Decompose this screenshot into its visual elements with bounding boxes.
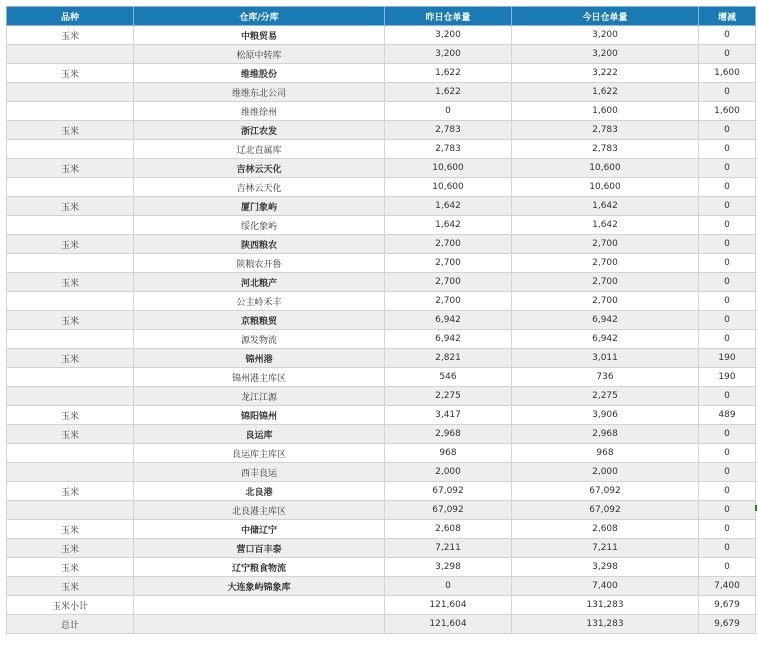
cell-today: 2,700 [512, 235, 699, 254]
table-row [7, 216, 756, 235]
cell-variety: 玉米 [7, 349, 134, 368]
cell-change: 9,679 [699, 596, 756, 615]
cell-variety [7, 387, 134, 406]
cell-warehouse: 中粮贸易 [134, 26, 385, 45]
cell-yesterday: 2,700 [385, 235, 512, 254]
cell-yesterday: 10,600 [385, 178, 512, 197]
cell-today: 3,298 [512, 558, 699, 577]
cell-yesterday: 0 [385, 102, 512, 121]
cell-yesterday: 2,700 [385, 292, 512, 311]
table-row [7, 311, 756, 330]
cell-warehouse: 龙江江源 [134, 387, 385, 406]
cell-change: 0 [699, 216, 756, 235]
table-row [7, 26, 756, 45]
cell-today: 2,608 [512, 520, 699, 539]
cell-today: 2,783 [512, 121, 699, 140]
cell-change: 190 [699, 368, 756, 387]
cell-warehouse: 中储辽宁 [134, 520, 385, 539]
cell-yesterday: 1,642 [385, 197, 512, 216]
cell-variety [7, 140, 134, 159]
cell-variety: 玉米 [7, 197, 134, 216]
cell-yesterday: 2,700 [385, 273, 512, 292]
warehouse-receipt-table [6, 6, 756, 634]
cell-yesterday: 2,783 [385, 140, 512, 159]
table-row [7, 539, 756, 558]
table-row [7, 83, 756, 102]
cell-today: 7,211 [512, 539, 699, 558]
cell-warehouse: 锦州港 [134, 349, 385, 368]
cell-variety: 玉米 [7, 26, 134, 45]
cell-yesterday: 7,211 [385, 539, 512, 558]
header-warehouse: 仓库/分库 [134, 7, 385, 26]
cell-change: 0 [699, 539, 756, 558]
cell-variety: 玉米 [7, 520, 134, 539]
cell-today: 2,700 [512, 254, 699, 273]
table-row [7, 64, 756, 83]
cell-today: 3,200 [512, 45, 699, 64]
header-variety: 品种 [7, 7, 134, 26]
cell-warehouse: 锦阳锦州 [134, 406, 385, 425]
cell-change: 0 [699, 159, 756, 178]
cell-variety [7, 102, 134, 121]
cell-change: 0 [699, 45, 756, 64]
table-row [7, 159, 756, 178]
cell-variety [7, 83, 134, 102]
cell-warehouse: 营口百丰泰 [134, 539, 385, 558]
cell-today: 736 [512, 368, 699, 387]
cell-yesterday: 2,968 [385, 425, 512, 444]
table-row [7, 558, 756, 577]
cell-warehouse: 维维股份 [134, 64, 385, 83]
cell-variety [7, 463, 134, 482]
header-yesterday: 昨日仓单量 [385, 7, 512, 26]
cell-warehouse: 良运库 [134, 425, 385, 444]
cell-variety [7, 254, 134, 273]
cell-yesterday: 2,000 [385, 463, 512, 482]
cell-variety [7, 216, 134, 235]
cell-yesterday: 0 [385, 577, 512, 596]
cell-variety: 总计 [7, 615, 134, 634]
table-row [7, 463, 756, 482]
cell-yesterday: 121,604 [385, 596, 512, 615]
cell-variety [7, 501, 134, 520]
cell-change: 190 [699, 349, 756, 368]
cell-change: 1,600 [699, 102, 756, 121]
cell-change: 0 [699, 121, 756, 140]
cell-change: 0 [699, 463, 756, 482]
cell-variety [7, 330, 134, 349]
cell-change: 0 [699, 178, 756, 197]
cell-today: 10,600 [512, 178, 699, 197]
table-row [7, 121, 756, 140]
table-row [7, 520, 756, 539]
cell-change: 0 [699, 235, 756, 254]
cell-change: 0 [699, 330, 756, 349]
cell-variety [7, 45, 134, 64]
table-row [7, 387, 756, 406]
cell-yesterday: 3,417 [385, 406, 512, 425]
cell-yesterday: 2,608 [385, 520, 512, 539]
cell-warehouse: 北良港 [134, 482, 385, 501]
table-row [7, 235, 756, 254]
cell-change: 0 [699, 520, 756, 539]
cell-today: 6,942 [512, 330, 699, 349]
cell-warehouse: 辽北直属库 [134, 140, 385, 159]
cell-yesterday: 546 [385, 368, 512, 387]
cell-yesterday: 2,821 [385, 349, 512, 368]
cell-yesterday: 6,942 [385, 311, 512, 330]
table-row [7, 577, 756, 596]
cell-warehouse: 辽宁粮食物流 [134, 558, 385, 577]
header-row [7, 7, 756, 26]
cell-change: 7,400 [699, 577, 756, 596]
cell-warehouse: 维维东北公司 [134, 83, 385, 102]
cell-warehouse [134, 615, 385, 634]
cell-variety: 玉米 [7, 558, 134, 577]
cell-today: 1,642 [512, 197, 699, 216]
cell-warehouse: 浙江农发 [134, 121, 385, 140]
cell-warehouse: 河北粮产 [134, 273, 385, 292]
cell-yesterday: 1,622 [385, 64, 512, 83]
cell-today: 131,283 [512, 615, 699, 634]
cell-warehouse: 吉林云天化 [134, 159, 385, 178]
cell-change: 0 [699, 83, 756, 102]
cell-variety: 玉米 [7, 311, 134, 330]
cell-change: 0 [699, 26, 756, 45]
cell-today: 10,600 [512, 159, 699, 178]
cell-change: 0 [699, 254, 756, 273]
cell-today: 7,400 [512, 577, 699, 596]
cell-variety: 玉米 [7, 425, 134, 444]
table-row [7, 615, 756, 634]
cell-today: 2,783 [512, 140, 699, 159]
cell-warehouse: 绥化象屿 [134, 216, 385, 235]
cell-warehouse: 锦州港主库区 [134, 368, 385, 387]
header-change: 增减 [699, 7, 756, 26]
cell-yesterday: 1,622 [385, 83, 512, 102]
table-body [7, 26, 756, 634]
cell-yesterday: 1,642 [385, 216, 512, 235]
table-row [7, 330, 756, 349]
cell-change: 0 [699, 273, 756, 292]
cell-warehouse: 公主岭禾丰 [134, 292, 385, 311]
cell-variety [7, 178, 134, 197]
cell-change: 0 [699, 387, 756, 406]
cell-yesterday: 2,700 [385, 254, 512, 273]
cell-warehouse: 陕粮农开鲁 [134, 254, 385, 273]
cell-yesterday: 968 [385, 444, 512, 463]
cell-today: 6,942 [512, 311, 699, 330]
cell-change: 0 [699, 501, 756, 520]
cell-today: 3,222 [512, 64, 699, 83]
table-row [7, 501, 756, 520]
cell-yesterday: 3,298 [385, 558, 512, 577]
cell-today: 2,275 [512, 387, 699, 406]
cell-variety: 玉米 [7, 159, 134, 178]
cell-yesterday: 2,275 [385, 387, 512, 406]
cell-variety: 玉米 [7, 235, 134, 254]
cell-variety: 玉米 [7, 577, 134, 596]
cell-warehouse: 吉林云天化 [134, 178, 385, 197]
cell-change: 0 [699, 140, 756, 159]
cell-variety [7, 292, 134, 311]
table-row [7, 178, 756, 197]
cell-today: 3,906 [512, 406, 699, 425]
cell-warehouse: 维维徐州 [134, 102, 385, 121]
table-row [7, 45, 756, 64]
table-row [7, 254, 756, 273]
cell-yesterday: 67,092 [385, 482, 512, 501]
cell-yesterday: 121,604 [385, 615, 512, 634]
cell-warehouse: 西丰良运 [134, 463, 385, 482]
cell-variety: 玉米小计 [7, 596, 134, 615]
table-row [7, 292, 756, 311]
cell-today: 2,700 [512, 292, 699, 311]
cell-today: 1,600 [512, 102, 699, 121]
cell-change: 489 [699, 406, 756, 425]
cell-warehouse: 京粮粮贸 [134, 311, 385, 330]
table-row [7, 444, 756, 463]
cell-variety: 玉米 [7, 64, 134, 83]
cell-change: 0 [699, 292, 756, 311]
edge-marker [755, 505, 757, 511]
cell-today: 131,283 [512, 596, 699, 615]
cell-variety [7, 444, 134, 463]
table-row [7, 406, 756, 425]
cell-warehouse: 厦门象屿 [134, 197, 385, 216]
cell-warehouse: 源发物流 [134, 330, 385, 349]
cell-change: 0 [699, 197, 756, 216]
cell-today: 3,200 [512, 26, 699, 45]
table-row [7, 349, 756, 368]
cell-change: 1,600 [699, 64, 756, 83]
cell-today: 3,011 [512, 349, 699, 368]
cell-yesterday: 3,200 [385, 45, 512, 64]
cell-variety: 玉米 [7, 406, 134, 425]
cell-variety: 玉米 [7, 539, 134, 558]
table-row [7, 273, 756, 292]
cell-today: 1,642 [512, 216, 699, 235]
cell-change: 0 [699, 482, 756, 501]
cell-warehouse: 松原中转库 [134, 45, 385, 64]
header-today: 今日仓单量 [512, 7, 699, 26]
cell-warehouse [134, 596, 385, 615]
cell-variety: 玉米 [7, 482, 134, 501]
cell-warehouse: 北良港主库区 [134, 501, 385, 520]
cell-today: 2,968 [512, 425, 699, 444]
cell-change: 0 [699, 558, 756, 577]
cell-change: 0 [699, 311, 756, 330]
table-row [7, 140, 756, 159]
cell-yesterday: 3,200 [385, 26, 512, 45]
table-row [7, 425, 756, 444]
cell-yesterday: 2,783 [385, 121, 512, 140]
cell-today: 2,700 [512, 273, 699, 292]
cell-yesterday: 6,942 [385, 330, 512, 349]
cell-today: 67,092 [512, 501, 699, 520]
warehouse-receipt-table-container [6, 6, 750, 634]
cell-yesterday: 67,092 [385, 501, 512, 520]
table-row [7, 197, 756, 216]
cell-variety [7, 368, 134, 387]
cell-today: 968 [512, 444, 699, 463]
cell-today: 67,092 [512, 482, 699, 501]
cell-warehouse: 陕西粮农 [134, 235, 385, 254]
table-row [7, 482, 756, 501]
cell-variety: 玉米 [7, 273, 134, 292]
table-row [7, 102, 756, 121]
cell-change: 0 [699, 444, 756, 463]
cell-change: 0 [699, 425, 756, 444]
cell-warehouse: 大连象屿锦象库 [134, 577, 385, 596]
cell-today: 2,000 [512, 463, 699, 482]
table-row [7, 596, 756, 615]
cell-change: 9,679 [699, 615, 756, 634]
cell-variety: 玉米 [7, 121, 134, 140]
cell-warehouse: 良运库主库区 [134, 444, 385, 463]
cell-today: 1,622 [512, 83, 699, 102]
cell-yesterday: 10,600 [385, 159, 512, 178]
table-row [7, 368, 756, 387]
